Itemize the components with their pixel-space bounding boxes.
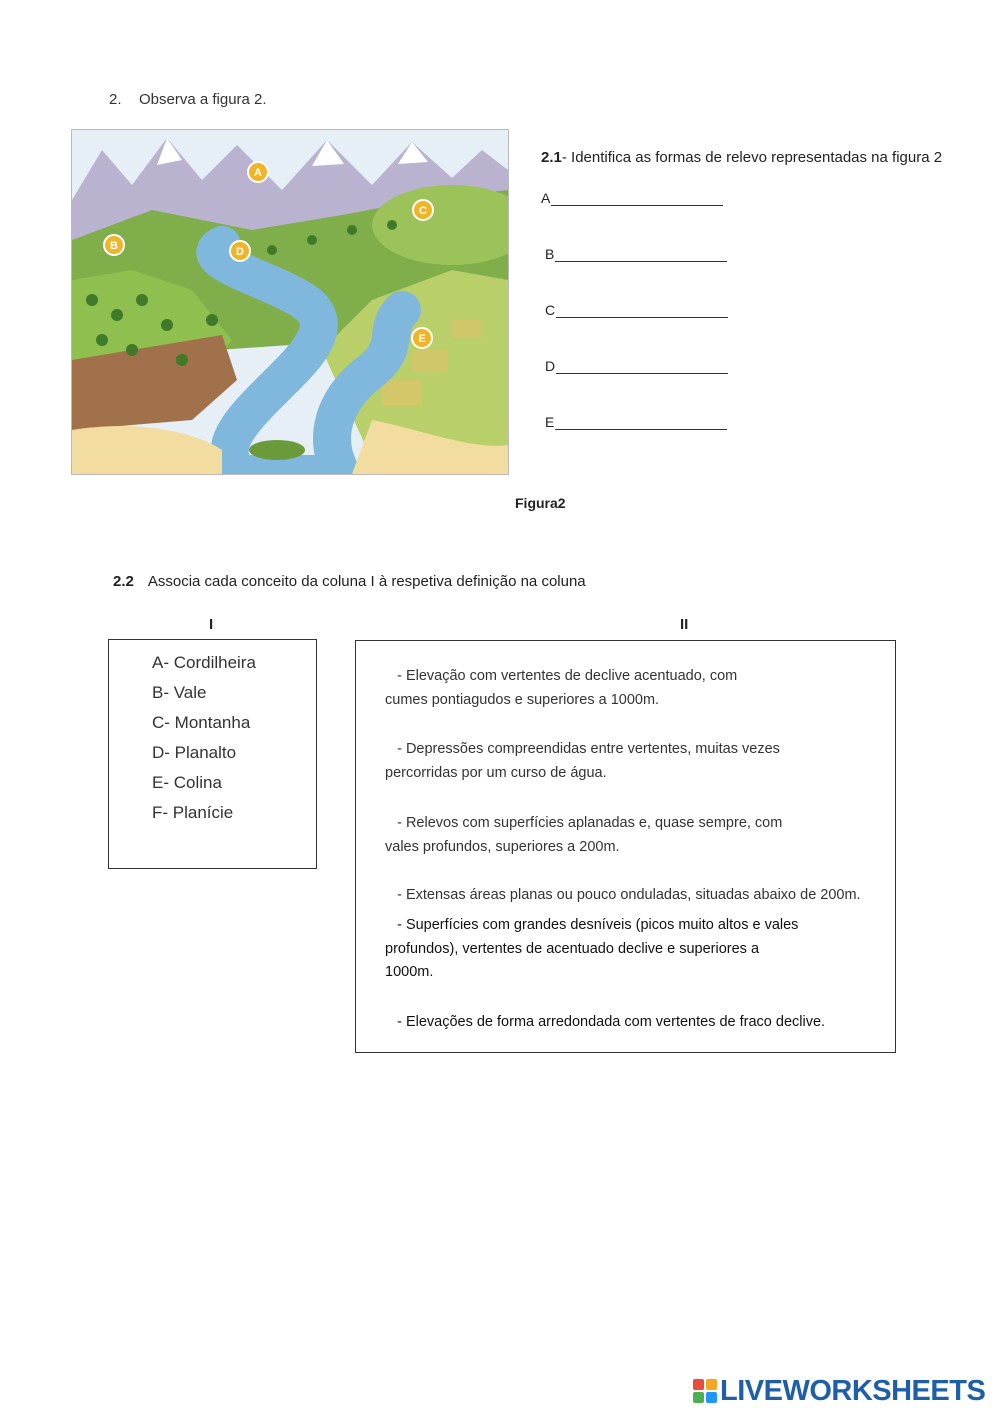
answer-line-b[interactable] <box>545 246 727 262</box>
definition-line: - Elevação com vertentes de declive acentuado, com <box>385 668 738 684</box>
logo-square <box>706 1392 717 1403</box>
answer-blank-a[interactable] <box>551 191 723 206</box>
answer-line-c[interactable] <box>545 302 728 318</box>
question-2-2-number: 2.2 <box>113 573 134 590</box>
relief-illustration <box>72 130 508 474</box>
concepts-box <box>108 639 317 869</box>
question-2-1 <box>541 149 942 166</box>
definition-line: - Elevações de forma arredondada com vertentes de fraco declive. <box>385 1014 826 1030</box>
answer-line-e[interactable] <box>545 414 727 430</box>
question-2-1-number: 2.1 <box>541 149 562 166</box>
definitions-box <box>355 640 896 1053</box>
marker-d: D <box>236 246 244 258</box>
question-2 <box>109 91 267 108</box>
answer-label-b: B <box>545 246 555 262</box>
definition-line: 1000m. <box>385 964 434 980</box>
definition-item[interactable] <box>385 914 885 985</box>
question-2-number: 2. <box>109 91 122 108</box>
answer-line-d[interactable] <box>545 358 728 374</box>
logo-text: LIVEWORKSHEETS <box>720 1374 986 1407</box>
logo-square <box>706 1379 717 1390</box>
column-2-header: II <box>680 616 689 633</box>
definition-line: - Superfícies com grandes desníveis (picos muito altos e vales <box>385 917 799 933</box>
concept-item[interactable]: B- Vale <box>152 683 207 702</box>
definition-item[interactable] <box>385 884 885 908</box>
liveworksheets-logo[interactable] <box>693 1374 985 1408</box>
island <box>249 440 305 460</box>
definition-line: profundos), vertentes de acentuado declive e superiores a <box>385 940 760 957</box>
definition-item[interactable] <box>385 1011 885 1035</box>
answer-label-c: C <box>545 302 556 318</box>
definition-line: percorridas por um curso de água. <box>385 764 607 781</box>
marker-e: E <box>418 333 426 345</box>
answer-line-a[interactable] <box>541 190 723 206</box>
definition-line: - Depressões compreendidas entre vertentes, muitas vezes <box>385 741 780 757</box>
question-2-text: Observa a figura 2. <box>139 91 267 108</box>
relief-figure <box>71 129 509 475</box>
answer-blank-b[interactable] <box>555 247 727 262</box>
column-1-header: I <box>209 616 214 633</box>
definition-line: cumes pontiagudos e superiores a 1000m. <box>385 691 660 708</box>
answer-blank-d[interactable] <box>556 359 728 374</box>
definition-item[interactable] <box>385 665 885 712</box>
logo-square <box>693 1379 704 1390</box>
concept-item[interactable]: E- Colina <box>152 773 222 792</box>
question-2-1-text: - Identifica as formas de relevo representadas na figura 2 <box>561 149 943 166</box>
definition-line: - Relevos com superfícies aplanadas e, quase sempre, com <box>385 815 783 831</box>
logo-square <box>693 1392 704 1403</box>
marker-c: C <box>419 205 427 217</box>
logo-mark-icon <box>693 1379 717 1403</box>
definition-line: vales profundos, superiores a 200m. <box>385 838 620 855</box>
marker-b: B <box>110 240 118 252</box>
answer-label-d: D <box>545 358 556 374</box>
definition-item[interactable] <box>385 738 885 785</box>
definition-item[interactable] <box>385 812 885 859</box>
figure-caption: Figura2 <box>515 495 566 511</box>
concept-item[interactable]: D- Planalto <box>152 743 237 762</box>
concept-item[interactable]: A- Cordilheira <box>152 653 256 672</box>
answer-label-a: A <box>541 190 551 206</box>
question-2-2 <box>113 573 586 590</box>
definition-line: - Extensas áreas planas ou pouco onduladas, situadas abaixo de 200m. <box>385 887 861 903</box>
marker-a: A <box>254 167 262 179</box>
answer-label-e: E <box>545 414 555 430</box>
question-2-2-text: Associa cada conceito da coluna I à respetiva definição na coluna <box>147 573 586 590</box>
concept-item[interactable]: F- Planície <box>152 803 234 822</box>
answer-blank-c[interactable] <box>556 303 728 318</box>
answer-blank-e[interactable] <box>555 415 727 430</box>
concept-item[interactable]: C- Montanha <box>152 713 251 732</box>
